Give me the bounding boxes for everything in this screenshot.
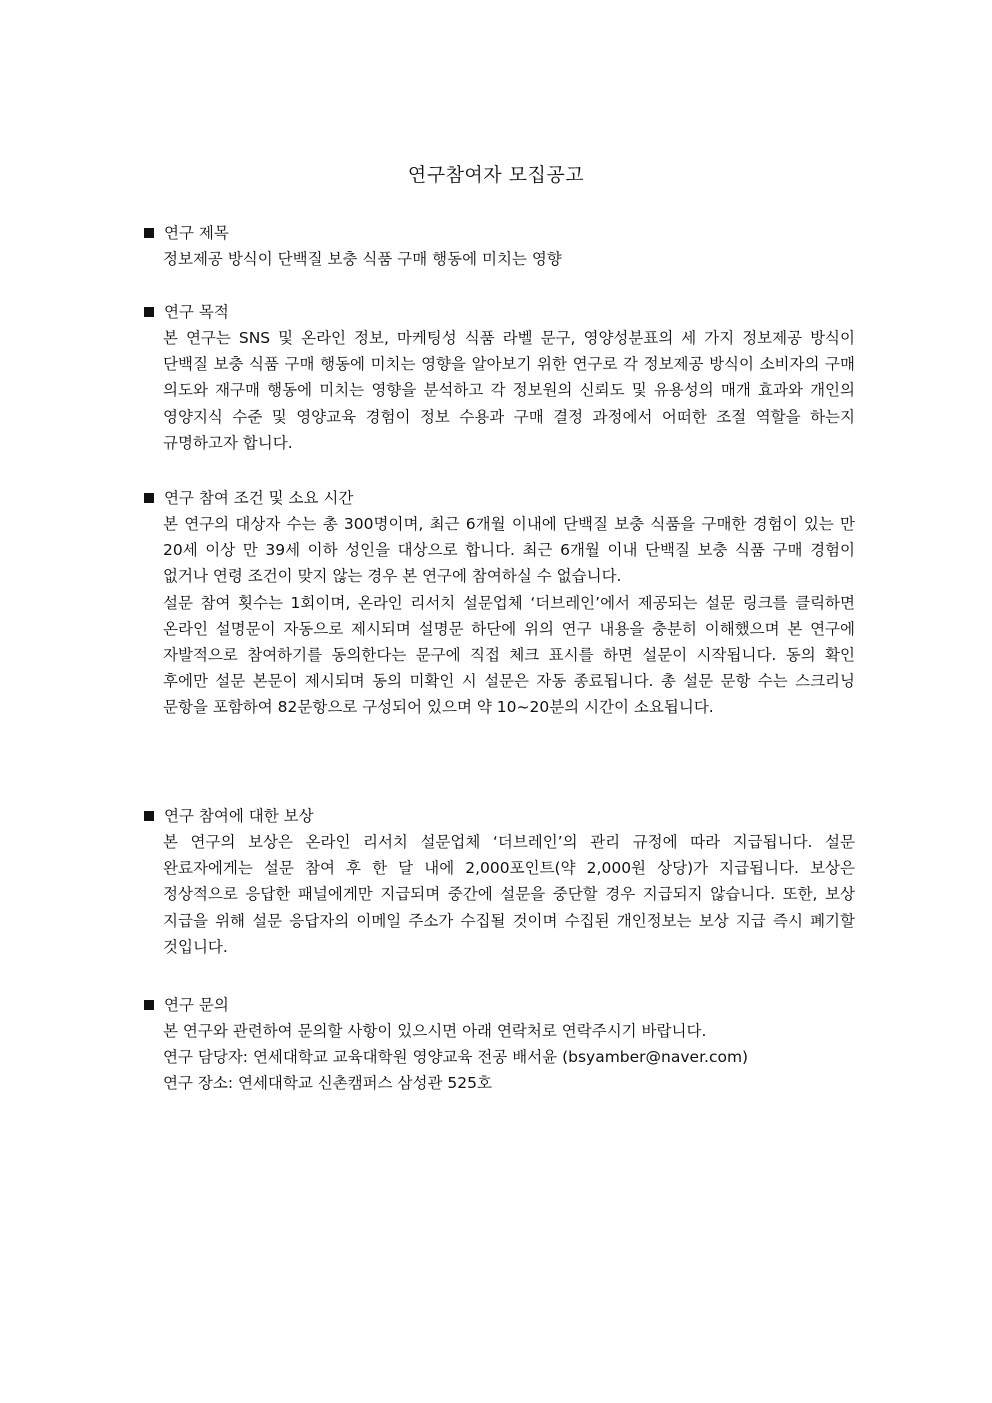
section-body — [163, 246, 855, 272]
page-title: 연구참여자 모집공고 — [407, 164, 585, 186]
section-heading-text: 연구 제목 — [164, 224, 229, 242]
section-heading-text: 연구 참여에 대한 보상 — [164, 807, 314, 825]
section-research-title — [143, 220, 855, 272]
section-research-purpose — [143, 299, 855, 456]
eligibility-paragraph: 본 연구의 대상자 수는 총 300명이며, 최근 6개월 이내에 단백질 보충 식품을 구매한 경험이 있는 만 20세 이상 만 39세 이하 성인을 대상으로 합니다. 최근 6개월 이내 단백질 보충 식품 구매 경험이 없거나 연령 조건이 맞지 않는 경우 본 연구에 참여하실 수 없습니다. — [163, 515, 855, 586]
section-heading — [143, 299, 855, 325]
section-compensation — [143, 803, 855, 960]
section-heading — [143, 992, 855, 1018]
section-heading-text: 연구 문의 — [164, 996, 229, 1014]
section-heading — [143, 485, 855, 511]
research-title-text: 정보제공 방식이 단백질 보충 식품 구매 행동에 미치는 영향 — [163, 250, 562, 268]
black-square-bullet-icon — [144, 811, 154, 821]
section-body — [163, 325, 855, 456]
compensation-paragraph: 본 연구의 보상은 온라인 리서치 설문업체 ‘더브레인’의 관리 규정에 따라 지급됩니다. 설문 완료자에게는 설문 참여 후 한 달 내에 2,000포인트(약 2,000원 상당)가 지급됩니다. 보상은 정상적으로 응답한 패널에게만 지급되며 중간에 설문을 중단할 경우 지급되지 않습니다. 또한, 보상 지급을 위해 설문 응답자의 이메일 주소가 수집될 것이며 수집된 개인정보는 보상 지급 즉시 폐기할 것입니다. — [163, 833, 855, 956]
black-square-bullet-icon — [144, 228, 154, 238]
section-contact — [143, 992, 855, 1097]
section-heading-text: 연구 목적 — [164, 303, 229, 321]
section-participation-conditions — [143, 485, 855, 721]
contact-researcher: 연구 담당자: 연세대학교 교육대학원 영양교육 전공 배서윤 (bsyamber@naver.com) — [163, 1048, 749, 1067]
section-heading-text: 연구 참여 조건 및 소요 시간 — [164, 489, 354, 507]
section-body — [163, 511, 855, 721]
section-body — [163, 829, 855, 960]
black-square-bullet-icon — [144, 1000, 154, 1010]
section-heading — [143, 803, 855, 829]
black-square-bullet-icon — [144, 307, 154, 317]
section-heading — [143, 220, 855, 246]
purpose-paragraph: 본 연구는 SNS 및 온라인 정보, 마케팅성 식품 라벨 문구, 영양성분표의 세 가지 정보제공 방식이 단백질 보충 식품 구매 행동에 미치는 영향을 알아보기 위한 연구로 각 정보제공 방식이 소비자의 구매 의도와 재구매 행동에 미치는 영향을 분석하고 각 정보원의 신뢰도 및 유용성의 매개 효과와 개인의 영양지식 수준 및 영양교육 경험이 정보 수용과 구매 결정 과정에서 어떠한 조절 역할을 하는지 규명하고자 합니다. — [163, 329, 855, 452]
survey-procedure-paragraph: 설문 참여 횟수는 1회이며, 온라인 리서치 설문업체 ‘더브레인’에서 제공되는 설문 링크를 클릭하면 온라인 설명문이 자동으로 제시되며 설명문 하단에 위의 연구 내용을 충분히 이해했으며 본 연구에 자발적으로 참여하기를 동의한다는 문구에 직접 체크 표시를 하면 설문이 시작됩니다. 동의 확인 후에만 설문 본문이 제시되며 동의 미확인 시 설문은 자동 종료됩니다. 총 설문 문항 수는 스크리닝 문항을 포함하여 82문항으로 구성되어 있으며 약 10~20분의 시간이 소요됩니다. — [163, 593, 855, 717]
black-square-bullet-icon — [144, 493, 154, 503]
contact-location: 연구 장소: 연세대학교 신촌캠퍼스 삼성관 525호 — [163, 1074, 492, 1093]
contact-intro: 본 연구와 관련하여 문의할 사항이 있으시면 아래 연락처로 연락주시기 바랍니다. — [163, 1022, 707, 1040]
